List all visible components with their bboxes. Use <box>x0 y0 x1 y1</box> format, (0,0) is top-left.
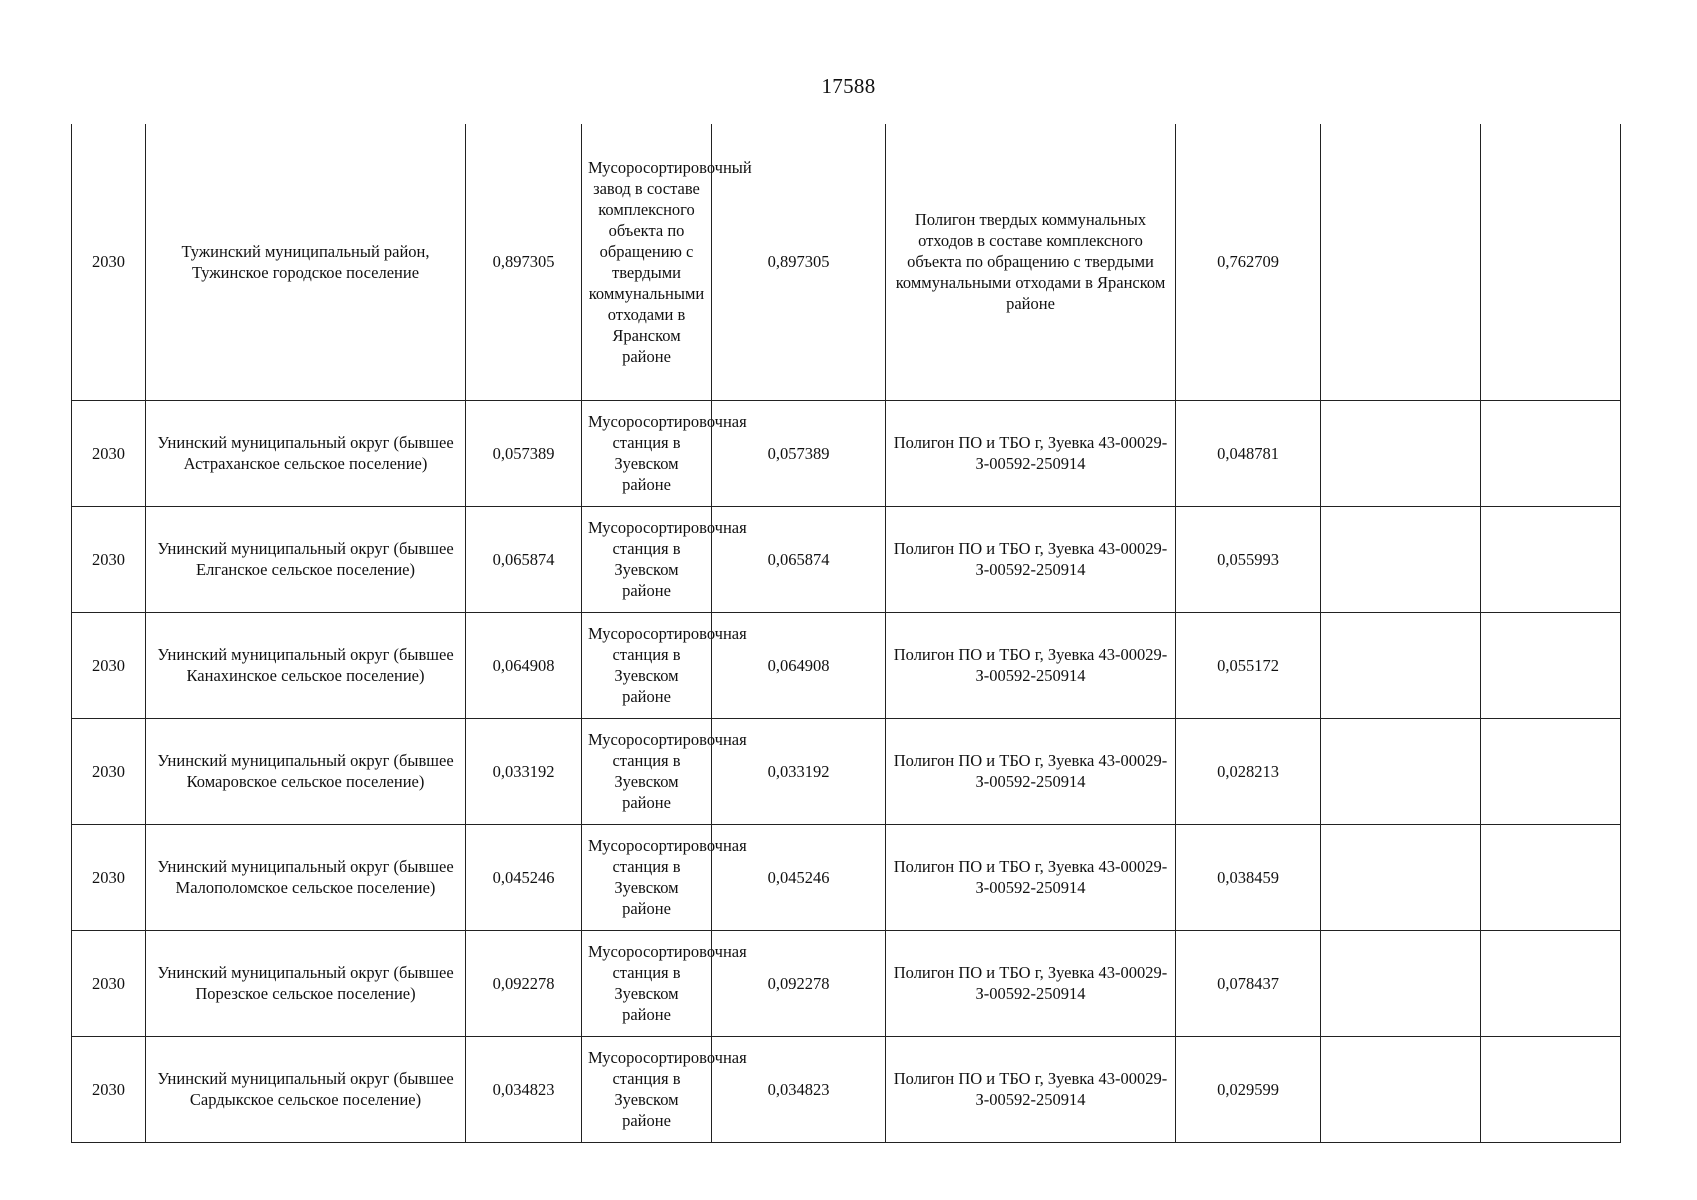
volume-cell: 0,055172 <box>1176 612 1321 718</box>
empty-cell <box>1481 124 1621 400</box>
empty-cell <box>1321 824 1481 930</box>
page-number: 17588 <box>821 74 876 98</box>
volume-cell: 0,057389 <box>712 400 886 506</box>
table-row <box>72 506 1621 612</box>
empty-cell <box>1481 930 1621 1036</box>
table-body <box>72 124 1621 1142</box>
volume-cell: 0,045246 <box>466 824 582 930</box>
municipality-cell: Унинский муниципальный округ (бывшее Елганское сельское поселение) <box>146 506 466 612</box>
year-cell: 2030 <box>72 718 146 824</box>
landfill-cell: Полигон ПО и ТБО г, Зуевка 43-00029-З-00592-250914 <box>886 612 1176 718</box>
empty-cell <box>1481 824 1621 930</box>
empty-cell <box>1321 124 1481 400</box>
volume-cell: 0,034823 <box>712 1036 886 1142</box>
volume-cell: 0,065874 <box>466 506 582 612</box>
empty-cell <box>1481 718 1621 824</box>
sorting-facility-cell: Мусоросортировочная станция в Зуевском районе <box>582 1036 712 1142</box>
volume-cell: 0,092278 <box>466 930 582 1036</box>
municipality-cell: Унинский муниципальный округ (бывшее Порезское сельское поселение) <box>146 930 466 1036</box>
volume-cell: 0,045246 <box>712 824 886 930</box>
sorting-facility-cell: Мусоросортировочная станция в Зуевском районе <box>582 930 712 1036</box>
sorting-facility-cell: Мусоросортировочная станция в Зуевском районе <box>582 824 712 930</box>
empty-cell <box>1481 400 1621 506</box>
landfill-cell: Полигон ПО и ТБО г, Зуевка 43-00029-З-00592-250914 <box>886 930 1176 1036</box>
landfill-cell: Полигон ПО и ТБО г, Зуевка 43-00029-З-00592-250914 <box>886 718 1176 824</box>
table-row <box>72 400 1621 506</box>
empty-cell <box>1321 718 1481 824</box>
municipality-cell: Унинский муниципальный округ (бывшее Канахинское сельское поселение) <box>146 612 466 718</box>
landfill-cell: Полигон твердых коммунальных отходов в составе комплексного объекта по обращению с твердыми коммунальными отходами в Яранском районе <box>886 124 1176 400</box>
table-row <box>72 612 1621 718</box>
volume-cell: 0,038459 <box>1176 824 1321 930</box>
year-cell: 2030 <box>72 612 146 718</box>
volume-cell: 0,897305 <box>466 124 582 400</box>
landfill-cell: Полигон ПО и ТБО г, Зуевка 43-00029-З-00592-250914 <box>886 824 1176 930</box>
empty-cell <box>1481 506 1621 612</box>
volume-cell: 0,033192 <box>466 718 582 824</box>
volume-cell: 0,055993 <box>1176 506 1321 612</box>
volume-cell: 0,762709 <box>1176 124 1321 400</box>
empty-cell <box>1481 612 1621 718</box>
volume-cell: 0,078437 <box>1176 930 1321 1036</box>
empty-cell <box>1321 612 1481 718</box>
year-cell: 2030 <box>72 930 146 1036</box>
volume-cell: 0,048781 <box>1176 400 1321 506</box>
sorting-facility-cell: Мусоросортировочная станция в Зуевском районе <box>582 506 712 612</box>
volume-cell: 0,065874 <box>712 506 886 612</box>
volume-cell: 0,092278 <box>712 930 886 1036</box>
volume-cell: 0,897305 <box>712 124 886 400</box>
empty-cell <box>1321 1036 1481 1142</box>
landfill-cell: Полигон ПО и ТБО г, Зуевка 43-00029-З-00592-250914 <box>886 506 1176 612</box>
volume-cell: 0,064908 <box>466 612 582 718</box>
table-row <box>72 824 1621 930</box>
municipality-cell: Унинский муниципальный округ (бывшее Малополомское сельское поселение) <box>146 824 466 930</box>
empty-cell <box>1321 930 1481 1036</box>
table-row <box>72 718 1621 824</box>
volume-cell: 0,029599 <box>1176 1036 1321 1142</box>
sorting-facility-cell: Мусоросортировочная станция в Зуевском районе <box>582 718 712 824</box>
empty-cell <box>1321 506 1481 612</box>
year-cell: 2030 <box>72 1036 146 1142</box>
sorting-facility-cell: Мусоросортировочная станция в Зуевском районе <box>582 400 712 506</box>
sorting-facility-cell: Мусоросортировочный завод в составе комплексного объекта по обращению с твердыми коммунальными отходами в Яранском районе <box>582 124 712 400</box>
table-row <box>72 1036 1621 1142</box>
year-cell: 2030 <box>72 506 146 612</box>
municipality-cell: Унинский муниципальный округ (бывшее Сардыкское сельское поселение) <box>146 1036 466 1142</box>
volume-cell: 0,034823 <box>466 1036 582 1142</box>
volume-cell: 0,028213 <box>1176 718 1321 824</box>
table-row <box>72 124 1621 400</box>
empty-cell <box>1481 1036 1621 1142</box>
municipality-cell: Тужинский муниципальный район, Тужинское городское поселение <box>146 124 466 400</box>
year-cell: 2030 <box>72 400 146 506</box>
landfill-cell: Полигон ПО и ТБО г, Зуевка 43-00029-З-00592-250914 <box>886 1036 1176 1142</box>
waste-flow-table <box>71 124 1621 1143</box>
empty-cell <box>1321 400 1481 506</box>
municipality-cell: Унинский муниципальный округ (бывшее Астраханское сельское поселение) <box>146 400 466 506</box>
volume-cell: 0,057389 <box>466 400 582 506</box>
volume-cell: 0,064908 <box>712 612 886 718</box>
sorting-facility-cell: Мусоросортировочная станция в Зуевском районе <box>582 612 712 718</box>
landfill-cell: Полигон ПО и ТБО г, Зуевка 43-00029-З-00592-250914 <box>886 400 1176 506</box>
year-cell: 2030 <box>72 824 146 930</box>
volume-cell: 0,033192 <box>712 718 886 824</box>
table-row <box>72 930 1621 1036</box>
municipality-cell: Унинский муниципальный округ (бывшее Комаровское сельское поселение) <box>146 718 466 824</box>
year-cell: 2030 <box>72 124 146 400</box>
